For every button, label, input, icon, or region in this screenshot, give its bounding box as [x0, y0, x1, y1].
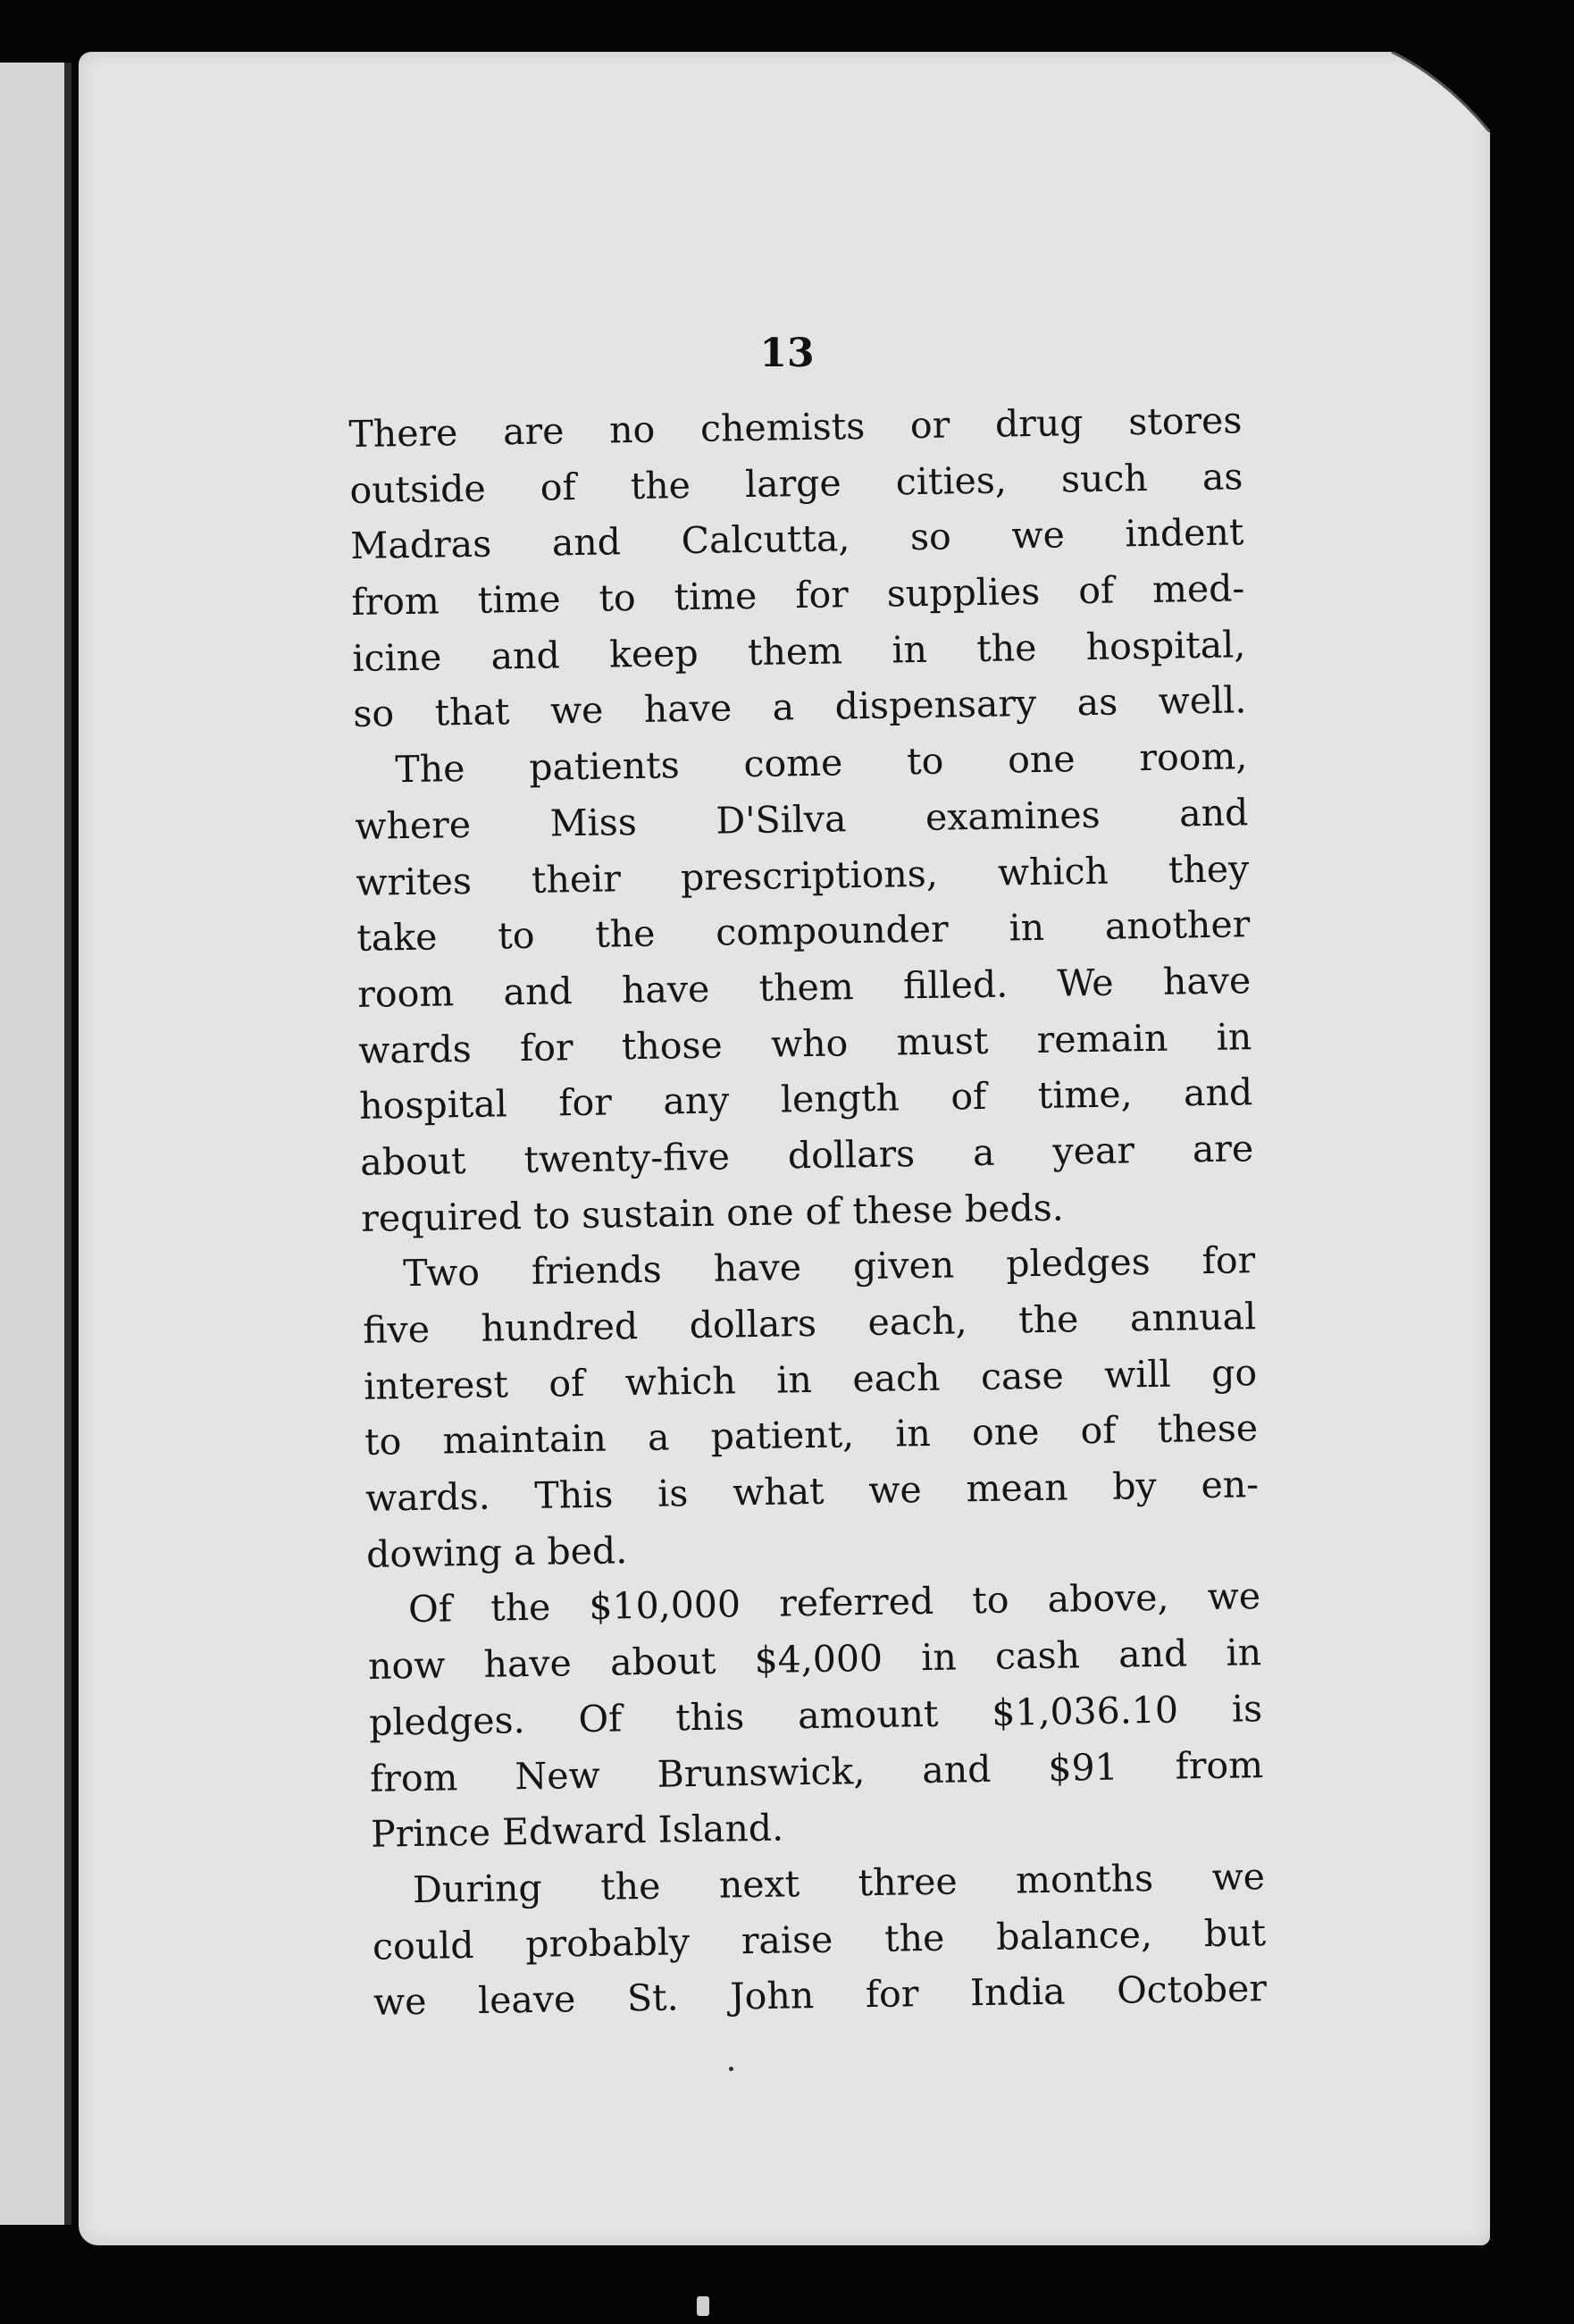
text-line: five hundred dollars each, the annual: [362, 1295, 1257, 1352]
text-line: writes their prescriptions, which they: [355, 846, 1250, 904]
text-line: from New Brunswick, and $91 from: [369, 1742, 1264, 1800]
text-line: from time to time for supplies of med-: [351, 566, 1245, 625]
text-line: wards for those who must remain in: [357, 1014, 1252, 1072]
text-line: Of the $10,000 referred to above, we: [407, 1574, 1261, 1632]
text-line: During the next three months we: [412, 1854, 1266, 1911]
text-line: room and have them filled. We have: [356, 959, 1252, 1016]
paragraph-1: [348, 392, 1247, 743]
text-line: take to the compounder in another: [356, 902, 1251, 961]
binding-shadow: [64, 63, 71, 2225]
text-line: pledges. Of this amount $1,036.10 is: [368, 1686, 1263, 1744]
page-corner-curl-icon: [1383, 52, 1490, 132]
text-line: dowing a bed.: [365, 1529, 628, 1576]
text-line: about twenty-five dollars a year are: [359, 1127, 1254, 1184]
text-line: icine and keep them in the hospital,: [352, 623, 1246, 680]
text-line: where Miss D'Silva examines and: [355, 791, 1249, 848]
scan-artifact: [697, 2296, 709, 2316]
paragraph-4: [367, 1569, 1265, 1863]
paragraph-5: [372, 1849, 1268, 2031]
text-line: There are no chemists or drug stores: [348, 399, 1243, 456]
text-line: Madras and Calcutta, so we indent: [350, 510, 1244, 568]
text-line: wards. This is what we mean by en-: [364, 1463, 1260, 1520]
text-line: so that we have a dispensary as well.: [353, 678, 1247, 736]
ink-speck: [729, 2067, 733, 2071]
text-line: now have about $4,000 in cash and in: [367, 1631, 1262, 1688]
text-line: The patients come to one room,: [395, 734, 1248, 792]
previous-page-edge: [0, 63, 68, 2225]
text-line: could probably raise the balance, but: [372, 1910, 1267, 1968]
body-text: [348, 392, 1267, 2030]
text-line: interest of which in each case will go: [363, 1350, 1258, 1408]
text-line: Prince Edward Island.: [370, 1806, 784, 1856]
text-line: Two friends have given pledges for: [402, 1238, 1256, 1296]
text-line: to maintain a patient, in one of these: [364, 1406, 1259, 1464]
paragraph-3: [362, 1232, 1260, 1582]
text-line: required to sustain one of these beds.: [360, 1186, 1065, 1240]
text-line: we leave St. John for India October: [373, 1967, 1268, 2025]
text-line: outside of the large cities, such as: [349, 454, 1243, 512]
paragraph-2: [354, 728, 1255, 1246]
text-line: hospital for any length of time, and: [358, 1070, 1253, 1128]
page-number: 13: [759, 331, 815, 376]
